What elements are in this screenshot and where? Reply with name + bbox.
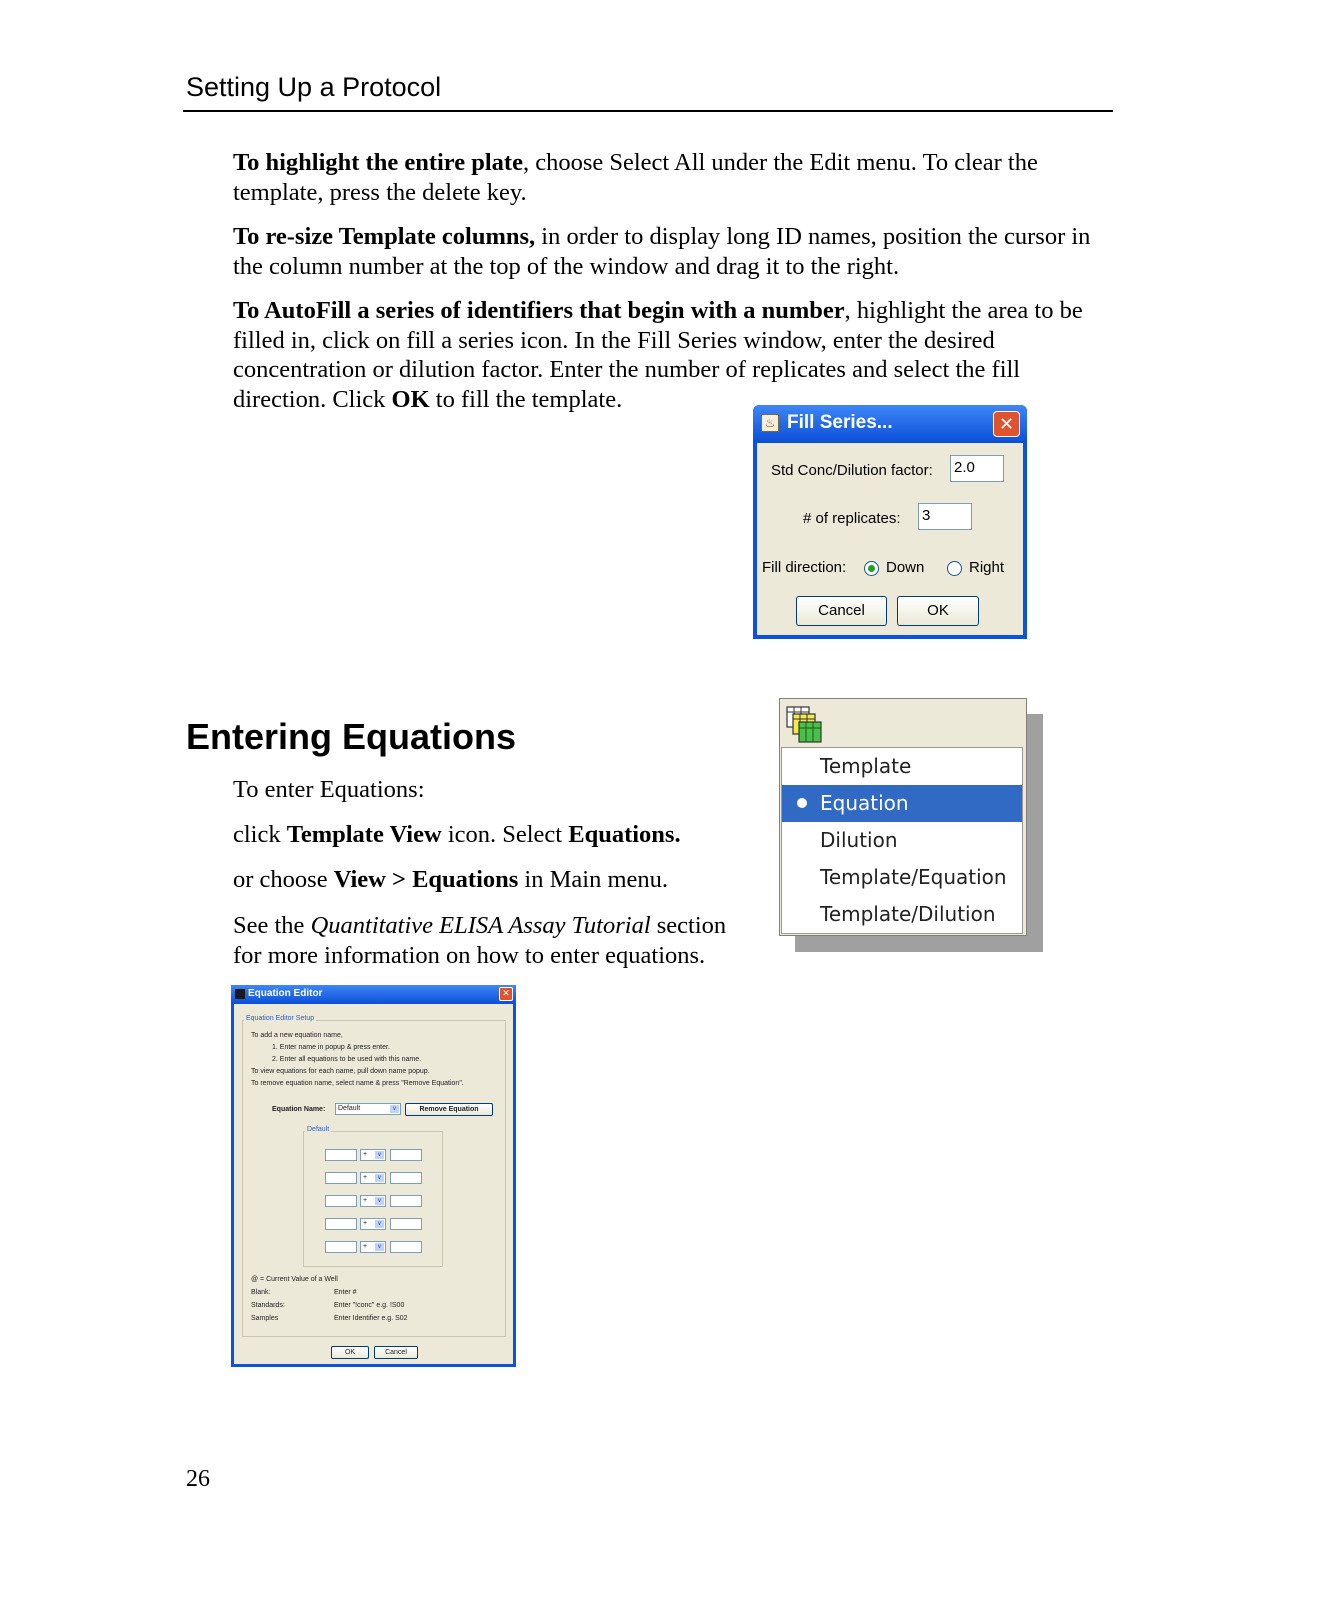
- operator-select[interactable]: [360, 1241, 386, 1253]
- legend-key: Samples: [251, 1315, 279, 1322]
- view-menu-list: [781, 747, 1023, 934]
- ok-button[interactable]: OK: [331, 1346, 369, 1359]
- operand-input-right[interactable]: [390, 1195, 422, 1207]
- section-heading: Entering Equations: [186, 716, 517, 757]
- instruction-line: 2. Enter all equations to be used with this name.: [272, 1056, 422, 1063]
- chevron-down-icon: ∨: [375, 1220, 384, 1228]
- remove-equation-button[interactable]: Remove Equation: [405, 1103, 493, 1116]
- legend-current-value: @ = Current Value of a Well: [251, 1276, 338, 1283]
- template-view-menu: [779, 698, 1027, 936]
- template-view-icon[interactable]: [785, 704, 825, 744]
- radio-down-label: Down: [886, 559, 925, 576]
- chevron-down-icon: ∨: [390, 1105, 399, 1113]
- cancel-button[interactable]: Cancel: [374, 1346, 418, 1359]
- paragraph-text: , highlight the area to be filled in, click on fill a series icon. In the Fill Series window, enter the desired concentration or dilution factor. Enter the number of replicates and select the fill direction. Click: [233, 297, 1083, 413]
- conc-label: Std Conc/Dilution factor:: [771, 462, 933, 479]
- legend-key: Standards:: [251, 1302, 285, 1309]
- text: click: [233, 821, 287, 848]
- chevron-down-icon: ∨: [375, 1151, 384, 1159]
- replicates-input[interactable]: 3: [918, 503, 972, 530]
- fill-series-title: Fill Series...: [787, 412, 893, 433]
- italic-text: Quantitative ELISA Assay Tutorial: [310, 912, 651, 939]
- equation-editor-dialog: [231, 985, 516, 1367]
- fill-series-body: [757, 443, 1023, 635]
- paragraph-text: , choose Select All under the Edit menu. To clear the template, press the delete key.: [233, 149, 1038, 206]
- bold-text: View > Equations: [333, 866, 519, 893]
- menu-item-equation[interactable]: [782, 785, 1022, 822]
- equation-editor-body: [234, 1004, 513, 1364]
- instruction-view-menu: [233, 865, 753, 895]
- paragraph-text-end: to fill the template.: [429, 385, 623, 413]
- setup-group-label: Equation Editor Setup: [246, 1015, 315, 1022]
- cancel-button[interactable]: Cancel: [796, 596, 887, 626]
- text: in Main menu.: [518, 866, 669, 893]
- menu-item-dilution[interactable]: Dilution: [820, 828, 898, 852]
- bold-text: Template View: [286, 821, 442, 848]
- conc-input[interactable]: 2.0: [950, 455, 1004, 482]
- operator-select[interactable]: [360, 1172, 386, 1184]
- chevron-down-icon: ∨: [375, 1243, 384, 1251]
- text: section for more information on how to enter equations.: [233, 912, 727, 969]
- equation-name-value: Default: [338, 1105, 361, 1112]
- close-icon[interactable]: ✕: [993, 411, 1020, 437]
- text: See the: [233, 912, 311, 939]
- paragraph-highlight-plate: [233, 148, 1118, 207]
- operand-input-left[interactable]: [325, 1149, 357, 1161]
- legend-value: Enter #: [334, 1289, 357, 1296]
- legend-value: Enter "!conc" e.g. !S00: [334, 1302, 405, 1309]
- operand-input-left[interactable]: [325, 1195, 357, 1207]
- default-group-label: Default: [307, 1126, 330, 1133]
- paragraph-resize-columns: [233, 222, 1118, 281]
- replicates-label: # of replicates:: [803, 510, 901, 527]
- equation-name-select[interactable]: [335, 1103, 401, 1115]
- bold-lead: To highlight the entire plate: [233, 149, 523, 176]
- app-icon: [235, 989, 245, 999]
- operator-value: +: [363, 1174, 368, 1181]
- operand-input-left[interactable]: [325, 1172, 357, 1184]
- bold-ok: OK: [391, 385, 430, 413]
- operand-input-right[interactable]: [390, 1172, 422, 1184]
- chevron-down-icon: ∨: [375, 1197, 384, 1205]
- operator-value: +: [363, 1151, 368, 1158]
- page-header: Setting Up a Protocol: [186, 72, 442, 102]
- instruction-see-tutorial: [233, 911, 758, 970]
- menu-item-template[interactable]: Template: [820, 754, 912, 778]
- operator-value: +: [363, 1220, 368, 1227]
- header-rule: [183, 110, 1113, 112]
- operator-select[interactable]: [360, 1149, 386, 1161]
- text: or choose: [233, 866, 334, 893]
- operator-value: +: [363, 1243, 368, 1250]
- operator-value: +: [363, 1197, 368, 1204]
- page-number: 26: [186, 1466, 210, 1492]
- fill-series-titlebar: [753, 405, 1027, 443]
- operand-input-right[interactable]: [390, 1149, 422, 1161]
- legend-value: Enter Identifier e.g. S02: [334, 1315, 408, 1322]
- java-app-icon: ♨: [761, 414, 779, 432]
- bold-lead: To AutoFill a series of identifiers that begin with a number: [233, 297, 845, 324]
- menu-item-label: Equation: [820, 791, 909, 815]
- fill-series-dialog: [753, 405, 1027, 639]
- radio-down[interactable]: [864, 561, 879, 576]
- operand-input-right[interactable]: [390, 1241, 422, 1253]
- equation-editor-titlebar: [231, 985, 516, 1004]
- bold-text: Equations.: [568, 821, 681, 848]
- ok-button[interactable]: OK: [897, 596, 979, 626]
- bold-lead: To re-size Template columns,: [233, 223, 536, 250]
- selected-bullet-icon: [797, 798, 807, 808]
- direction-label: Fill direction:: [762, 559, 847, 576]
- text: icon. Select: [441, 821, 569, 848]
- equation-name-label: Equation Name:: [272, 1106, 326, 1113]
- legend-key: Blank:: [251, 1289, 271, 1296]
- paragraph-autofill: [233, 296, 1118, 414]
- instruction-line: To remove equation name, select name & press "Remove Equation".: [251, 1080, 464, 1087]
- operator-select[interactable]: [360, 1218, 386, 1230]
- chevron-down-icon: ∨: [375, 1174, 384, 1182]
- menu-item-template-equation[interactable]: Template/Equation: [820, 865, 1007, 889]
- operand-input-left[interactable]: [325, 1241, 357, 1253]
- operand-input-right[interactable]: [390, 1218, 422, 1230]
- close-icon[interactable]: ✕: [499, 987, 513, 1001]
- radio-right-label: Right: [969, 559, 1005, 576]
- radio-right[interactable]: [947, 561, 962, 576]
- instruction-line: To add a new equation name,: [251, 1032, 343, 1039]
- instruction-template-view: [233, 820, 753, 850]
- operand-input-left[interactable]: [325, 1218, 357, 1230]
- instruction-line: 1. Enter name in popup & press enter.: [272, 1044, 390, 1051]
- equation-editor-title: Equation Editor: [248, 988, 323, 999]
- operator-select[interactable]: [360, 1195, 386, 1207]
- paragraph-text: in order to display long ID names, position the cursor in the column number at the top of the window and drag it to the right.: [233, 223, 1091, 280]
- instruction-line: To view equations for each name, pull down name popup.: [251, 1068, 430, 1075]
- section-intro: To enter Equations:: [233, 776, 425, 803]
- menu-item-template-dilution[interactable]: Template/Dilution: [820, 902, 996, 926]
